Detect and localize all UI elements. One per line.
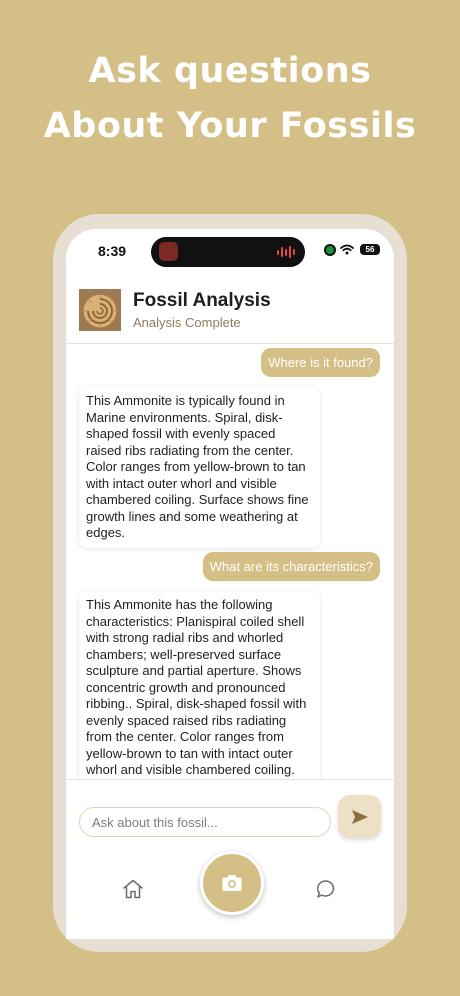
chat-bubble-icon xyxy=(316,879,336,899)
assistant-message: This Ammonite has the following characteristics: Planispiral coiled shell with strong radial ribs and whorled chambers; well-preserved surface sculpture and partial aperture. Shows concentric growth and pronounced ribbing.. Spiral, disk-shaped fossil with evenly spaced raised ribs radiating from the center. Color ranges from yellow-brown to tan with intact outer whorl and visible chambered coiling. xyxy=(79,591,320,818)
ammonite-image xyxy=(79,289,121,331)
wifi-icon xyxy=(340,244,354,255)
user-message: What are its characteristics? xyxy=(203,552,380,581)
now-playing-thumbnail xyxy=(159,242,178,261)
send-button[interactable] xyxy=(338,795,381,838)
promo-line-2: About Your Fossils xyxy=(43,106,417,146)
status-time: 8:39 xyxy=(98,243,127,259)
user-message: Where is it found? xyxy=(261,348,380,377)
camera-button[interactable] xyxy=(200,851,264,915)
promo-headline xyxy=(0,44,460,154)
home-icon xyxy=(122,879,144,899)
tab-home[interactable] xyxy=(122,879,144,903)
chat-header xyxy=(66,281,394,344)
status-bar xyxy=(66,229,394,275)
message-input[interactable] xyxy=(79,807,331,837)
camera-in-use-icon xyxy=(326,246,334,254)
send-icon xyxy=(351,809,369,825)
tab-chat[interactable] xyxy=(316,879,336,903)
page-title: Fossil Analysis xyxy=(133,290,271,311)
audio-waveform-icon xyxy=(277,246,295,258)
fossil-thumbnail[interactable] xyxy=(79,289,121,331)
analysis-status: Analysis Complete xyxy=(133,315,241,330)
camera-icon xyxy=(221,874,243,892)
battery-icon xyxy=(360,244,380,255)
promo-line-1: Ask questions xyxy=(88,51,372,91)
status-indicators xyxy=(326,244,380,255)
phone-screen xyxy=(66,229,394,939)
assistant-message: This Ammonite is typically found in Marine environments. Spiral, disk-shaped fossil with evenly spaced raised ribs radiating from the center. Color ranges from yellow-brown to tan with intact outer whorl and visible chambered coiling. Surface shows fine growth lines and some weathering at edges. xyxy=(79,387,320,548)
dynamic-island[interactable] xyxy=(151,237,305,267)
chat-messages[interactable] xyxy=(66,345,394,779)
battery-level: 56 xyxy=(365,245,375,254)
